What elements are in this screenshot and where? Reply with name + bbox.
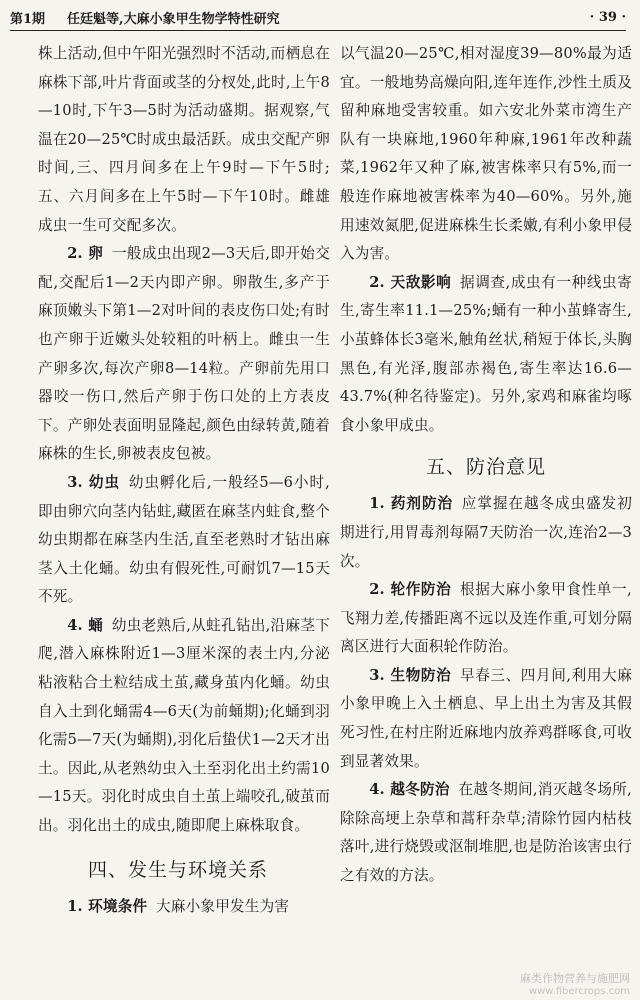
watermark-text: 麻类作物营养与施肥网 <box>520 972 630 985</box>
section-4-title: 四、发生与环境关系 <box>88 858 269 881</box>
pupa-text: 幼虫老熟后,从蛀孔钻出,沿麻茎下爬,潜入麻株附近1—3厘米深的表土内,分泌粘液粘合土粒结成土茧,藏身茧内化蛹。幼虫自入土到化蛹需4—6天(为前蛹期);化蛹到羽化需5—7天(为蛹期),羽化后蛰伏1—2天才出土。因此,从老熟幼虫入土至羽化出土约需10—15天。羽化时成虫自土茧上端咬孔,破茧而出。羽化出土的成虫,随即爬上麻株取食。 <box>38 616 331 835</box>
natural-enemy-heading: 2. 天敌影响 <box>369 273 452 291</box>
natural-enemy-paragraph <box>340 269 632 441</box>
larva-text: 幼虫孵化后,一般经5—6小时,即由卵穴向茎内钻蛀,藏匿在麻茎内蛀食,整个幼虫期都在麻茎内生活,直至老熟时才钻出麻茎入土化蛹。幼虫有假死性,可耐饥7—15天不死。 <box>38 473 330 606</box>
environment-continued-paragraph: 以气温20—25℃,相对湿度39—80%最为适宜。一般地势高燥向阳,连年连作,沙性土质及留种麻地受害较重。如六安北外菜市湾生产队有一块麻地,1960年种麻,1961年改种蔬菜,1962年又种了麻,被害株率只有5%,而一般连作麻地被害株率为40—60%。另外,施用速效氮肥,促进麻株生长柔嫩,有利小象甲侵入为害。 <box>340 45 632 263</box>
rotation-control-text: 根据大麻小象甲食性单一,飞翔力差,传播距离不远以及连作重,可划分隔离区进行大面积轮作防治。 <box>340 581 632 656</box>
egg-paragraph <box>38 240 330 469</box>
chemical-control-paragraph <box>340 490 632 576</box>
environment-heading: 1. 环境条件 <box>67 897 148 915</box>
header-left <box>10 8 280 27</box>
rotation-control-heading: 2. 轮作防治 <box>369 581 452 599</box>
chemical-control-heading: 1. 药剂防治 <box>369 495 454 513</box>
watermark-url: www.fibercrops.com <box>528 986 630 997</box>
pupa-heading: 4. 蛹 <box>67 616 104 634</box>
right-column <box>340 40 632 891</box>
running-header <box>10 4 626 31</box>
natural-enemy-text: 据调查,成虫有一种线虫寄生,寄生率11.1—25%;蛹有一种小茧蜂寄生,小茧蜂体长3毫米,触角丝状,稍短于体长,头胸黑色,有光泽,腹部赤褐色,寄生率达16.6—43.7%(种名待鉴定)。另外,家鸡和麻雀均啄食小象甲成虫。 <box>340 273 632 434</box>
running-title: 任廷魁等,大麻小象甲生物学特性研究 <box>67 11 280 27</box>
biological-control-text: 早春三、四月间,利用大麻小象甲晚上入土栖息、早上出土为害及其假死习性,在村庄附近麻地内放养鸡群啄食,可收到显著效果。 <box>340 666 632 770</box>
overwinter-control-heading: 4. 越冬防治 <box>369 781 450 799</box>
egg-heading: 2. 卵 <box>67 245 104 263</box>
adult-activity-paragraph: 株上活动,但中午阳光强烈时不活动,而栖息在麻株下部,叶片背面或茎的分杈处,此时,上午8—10时,下午3—5时为活动盛期。据观察,气温在20—25℃时成虫最活跃。成虫交配产卵时间,三、四月间多在上午9时—下午5时;五、六月间多在上午5时—下午10时。雌雄成虫一生可交配多次。 <box>38 45 330 234</box>
biological-control-paragraph <box>340 662 632 776</box>
pupa-paragraph <box>38 612 330 841</box>
environment-text: 大麻小象甲发生为害 <box>156 897 290 915</box>
issue-number: 第1期 <box>10 11 46 27</box>
section-5-title: 五、防治意见 <box>425 456 546 479</box>
larva-paragraph <box>38 469 330 612</box>
chemical-control-text: 应掌握在越冬成虫盛发初期进行,用胃毒剂每隔7天防治一次,连治2—3次。 <box>340 495 633 570</box>
environment-paragraph <box>38 893 330 922</box>
egg-text: 一般成虫出现2—3天后,即开始交配,交配后1—2天内即产卵。卵散生,多产于麻顶嫩头下第1—2对叶间的表皮伤口处;有时也产卵于近嫩头处较粗的叶柄上。雌虫一生产卵多次,每次产卵8—14粒。产卵前先用口器咬一伤口,然后产卵于伤口处的上方表皮下。产卵处表面明显隆起,颜色由绿转黄,随着麻株的生长,卵被表皮包被。 <box>38 245 330 463</box>
rotation-control-paragraph <box>340 576 632 662</box>
biological-control-heading: 3. 生物防治 <box>369 666 452 684</box>
left-column <box>38 40 330 921</box>
larva-heading: 3. 幼虫 <box>67 473 121 491</box>
site-watermark <box>520 972 630 998</box>
overwinter-control-text: 在越冬期间,消灭越冬场所,除除高埂上杂草和蒿秆杂草;清除竹园内枯枝落叶,进行烧毁或沤制堆肥,也是防治该害虫行之有效的方法。 <box>340 781 632 885</box>
page-number: · 39 · <box>589 9 626 25</box>
overwinter-control-paragraph <box>340 776 632 890</box>
